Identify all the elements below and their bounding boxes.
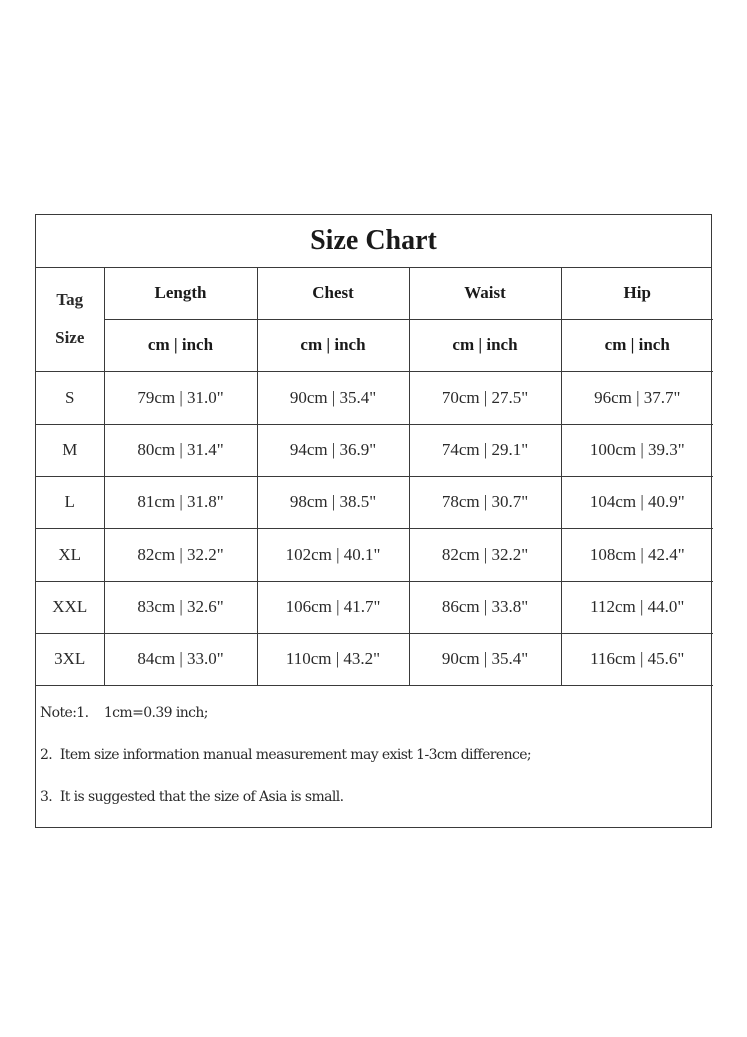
table-row [36,633,713,685]
chest-cell: 94cm | 36.9" [257,424,409,476]
length-cell: 84cm | 33.0" [104,633,257,685]
size-label: XXL [36,581,104,633]
note-line-2: 2. Item size information manual measurement may exist 1-3cm difference; [40,747,532,763]
waist-cell: 86cm | 33.8" [409,581,561,633]
hip-cell: 96cm | 37.7" [561,371,713,424]
table-row [36,371,713,424]
note-line-1: Note:1. 1cm=0.39 inch; [40,705,208,721]
header-row [36,268,713,319]
hip-cell: 116cm | 45.6" [561,633,713,685]
waist-cell: 70cm | 27.5" [409,371,561,424]
size-table [36,268,713,686]
column-header-chest: Chest [257,268,409,319]
note-line-3: 3. It is suggested that the size of Asia is small. [40,789,344,805]
chest-cell: 98cm | 38.5" [257,476,409,528]
size-chart [35,214,712,828]
chest-cell: 106cm | 41.7" [257,581,409,633]
unit-length: cm | inch [104,319,257,371]
tag-size-label-line1: Tag [56,290,84,310]
waist-cell: 74cm | 29.1" [409,424,561,476]
size-label: S [36,371,104,424]
table-row [36,424,713,476]
hip-cell: 108cm | 42.4" [561,528,713,581]
table-row [36,581,713,633]
length-cell: 80cm | 31.4" [104,424,257,476]
chest-cell: 90cm | 35.4" [257,371,409,424]
length-cell: 81cm | 31.8" [104,476,257,528]
unit-hip: cm | inch [561,319,713,371]
column-header-length: Length [104,268,257,319]
waist-cell: 90cm | 35.4" [409,633,561,685]
unit-row [36,319,713,371]
size-label: L [36,476,104,528]
column-header-waist: Waist [409,268,561,319]
tag-size-header [36,268,104,371]
hip-cell: 104cm | 40.9" [561,476,713,528]
hip-cell: 100cm | 39.3" [561,424,713,476]
chest-cell: 102cm | 40.1" [257,528,409,581]
size-label: XL [36,528,104,581]
unit-chest: cm | inch [257,319,409,371]
size-label: M [36,424,104,476]
size-label: 3XL [36,633,104,685]
length-cell: 82cm | 32.2" [104,528,257,581]
unit-waist: cm | inch [409,319,561,371]
length-cell: 79cm | 31.0" [104,371,257,424]
waist-cell: 82cm | 32.2" [409,528,561,581]
tag-size-label-line2: Size [55,328,85,348]
table-row [36,528,713,581]
table-row [36,476,713,528]
hip-cell: 112cm | 44.0" [561,581,713,633]
chest-cell: 110cm | 43.2" [257,633,409,685]
chart-title: Size Chart [36,215,711,268]
length-cell: 83cm | 32.6" [104,581,257,633]
column-header-hip: Hip [561,268,713,319]
waist-cell: 78cm | 30.7" [409,476,561,528]
